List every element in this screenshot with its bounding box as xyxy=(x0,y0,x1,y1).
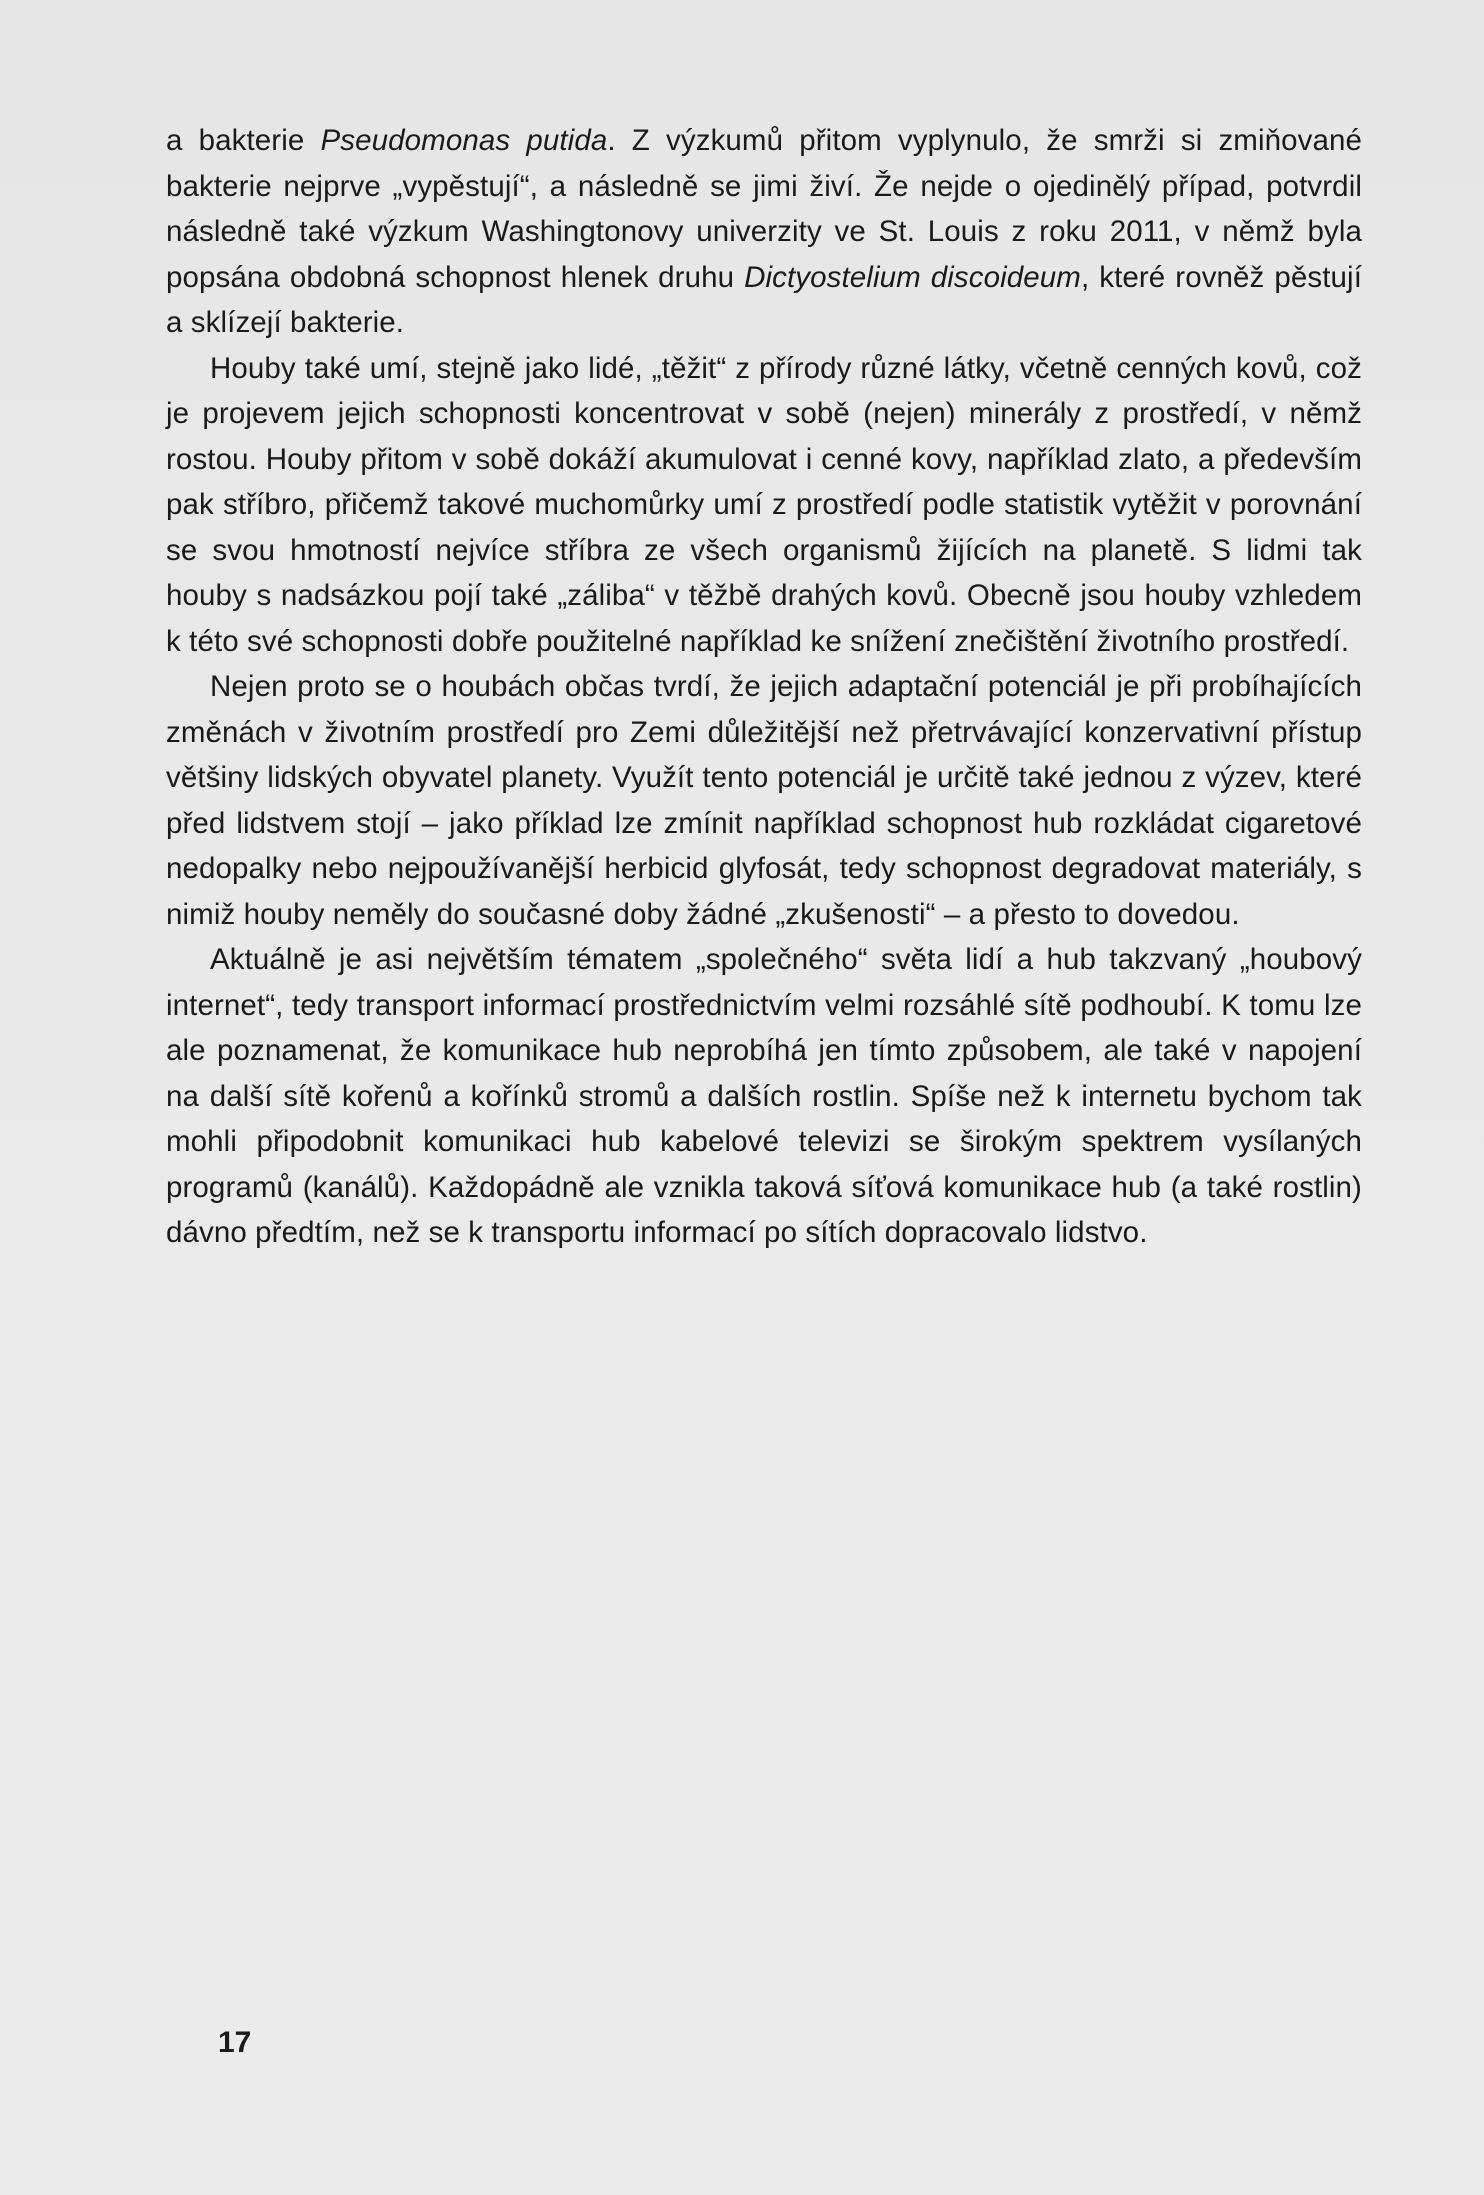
paragraph xyxy=(166,664,1362,937)
page-number: 17 xyxy=(218,2026,252,2059)
paragraph xyxy=(166,346,1362,665)
text-run: Houby také umí, stejně jako lidé, „těžit“ z přírody různé látky, včetně cenných kovů, což je projevem jejich schopnosti koncentrovat v sobě (nejen) minerály z prostředí, v němž rostou. Houby přitom v sobě dokáží akumulovat i cenné kovy, například zlato, a především pak stříbro, přičemž takové muchomůrky umí z prostředí podle statistik vytěžit v porovnání se svou hmotností nejvíce stříbra ze všech organismů žijících na planetě. S lidmi tak houby s nadsázkou pojí také „záliba“ v těžbě drahých kovů. Obecně jsou houby vzhledem k této své schopnosti dobře použitelné například ke snížení znečištění životního prostředí. xyxy=(166,351,1362,658)
text-run-italic: Pseudomonas putida xyxy=(320,124,608,157)
text-run-italic: Dictyostelium discoideum xyxy=(744,260,1081,294)
body-text xyxy=(166,118,1362,1256)
text-run: , které rovněž pěstují a sklízejí bakterie. xyxy=(166,260,1362,339)
text-run: Aktuálně je asi největším tématem „společného“ světa lidí a hub takzvaný „houbový internet“, tedy transport informací prostřednictvím velmi rozsáhlé sítě podhoubí. K tomu lze ale poznamenat, že komunikace hub neprobíhá jen tímto způsobem, ale také v napojení na další sítě kořenů a kořínků stromů a dalších rostlin. Spíše než k internetu bychom tak mohli připodobnit komunikaci hub kabelové televizi se širokým spektrem vysílaných programů (kanálů). Každopádně ale vznikla taková síťová komunikace hub (a také rostlin) dávno předtím, než se k transportu informací po sítích dopracovalo lidstvo. xyxy=(166,943,1362,1249)
text-run: Nejen proto se o houbách občas tvrdí, že jejich adaptační potenciál je při probíhajících změnách v životním prostředí pro Zemi důležitější než přetrvávající konzervativní přístup většiny lidských obyvatel planety. Využít tento potenciál je určitě také jednou z výzev, které před lidstvem stojí – jako příklad lze zmínit například schopnost hub rozkládat cigaretové nedopalky nebo nejpoužívanější herbicid glyfosát, tedy schopnost degradovat materiály, s nimiž houby neměly do současné doby žádné „zkušenosti“ – a přesto to dovedou. xyxy=(166,670,1362,931)
paragraph xyxy=(166,118,1362,346)
text-run: a bakterie xyxy=(166,124,321,157)
paragraph xyxy=(166,937,1362,1256)
text-run: . Z výzkumů přitom vyplynulo, že smrži si zmiňované bakterie nejprve „vypěstují“, a následně se jimi živí. Že nejde o ojedinělý případ, potvrdil následně také výzkum Washingtonovy univerzity ve St. Louis z roku 2011, v němž byla popsána obdobná schopnost hlenek druhu xyxy=(166,124,1363,294)
